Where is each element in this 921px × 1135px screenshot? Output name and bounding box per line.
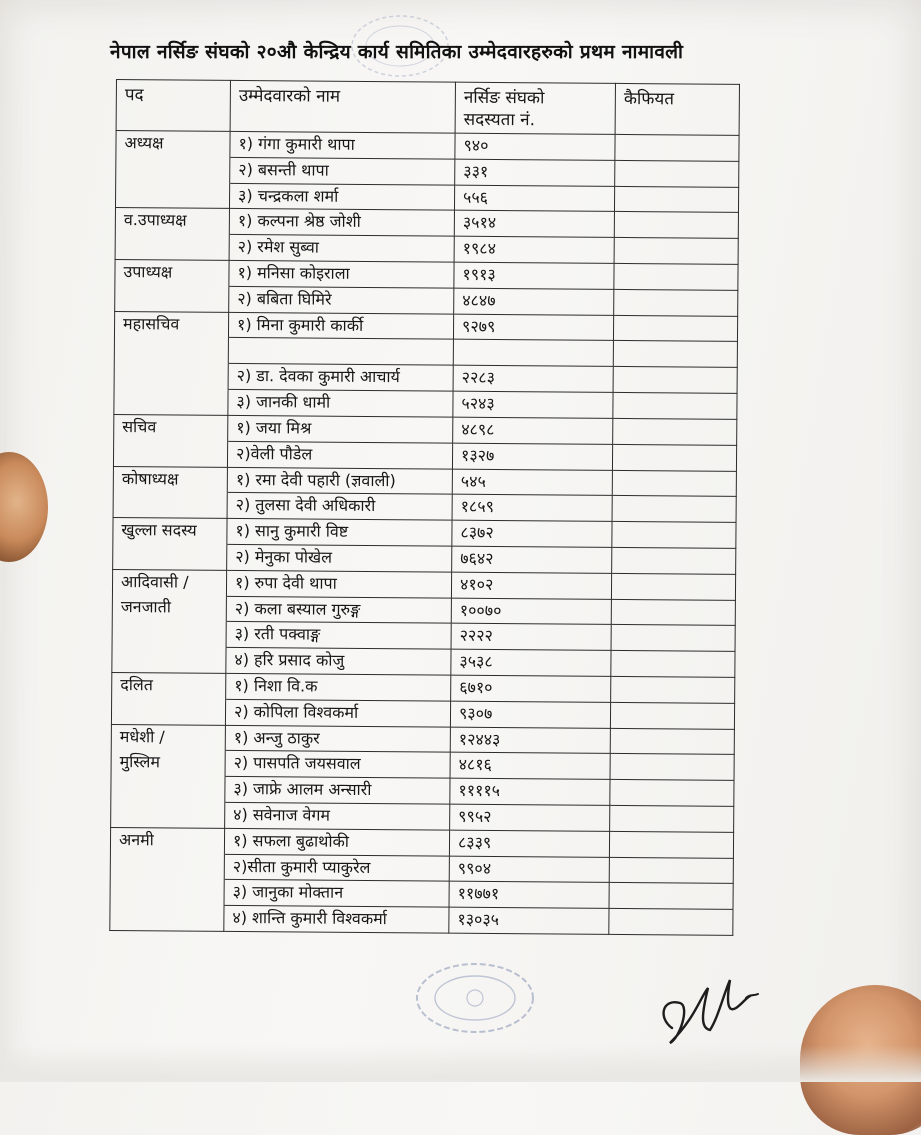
candidate-name: २)वेली पौडेल <box>227 441 452 469</box>
position-cell-empty <box>115 285 229 312</box>
candidate-name: ४) हरि प्रसाद कोजु <box>226 648 451 676</box>
remarks-cell <box>612 470 736 497</box>
remarks-cell <box>612 547 736 574</box>
remarks-cell <box>609 857 733 884</box>
membership-number: ४८४७ <box>454 288 614 315</box>
candidate-name: १) रमा देवी पहारी (ज्ञवाली) <box>227 467 452 495</box>
position-cell-empty <box>110 905 224 932</box>
remarks-cell <box>614 238 738 265</box>
candidate-name: २) तुलसा देवी अधिकारी <box>227 493 452 521</box>
candidate-name: २) बबिता घिमिरे <box>229 286 454 314</box>
header-candidate-name: उम्मेदवारको नाम <box>230 80 455 133</box>
position-cell-empty <box>113 543 227 570</box>
candidate-name: १) रुपा देवी थापा <box>226 570 451 598</box>
remarks-cell <box>610 754 734 781</box>
remarks-cell <box>609 831 733 858</box>
position-unlisted: अनमी <box>110 827 224 854</box>
candidate-name: ४) शान्ति कुमारी विश्वकर्मा <box>224 905 449 933</box>
membership-number: २२८३ <box>453 366 613 393</box>
candidate-name-empty <box>228 338 453 366</box>
remarks-cell <box>611 676 735 703</box>
candidate-name: २) रमेश सुब्वा <box>229 235 454 263</box>
remarks-cell <box>615 134 739 161</box>
candidate-name: १) मनिसा कोइराला <box>229 260 454 288</box>
remarks-cell <box>611 599 735 626</box>
position-cell-empty <box>110 853 224 880</box>
candidate-name: २) कला बस्याल गुरुङ्ग <box>226 596 451 624</box>
paper-bottom-shadow <box>0 1045 921 1082</box>
membership-number: १००७० <box>451 598 611 625</box>
remarks-cell <box>613 315 737 342</box>
position-cell-empty <box>112 647 226 674</box>
position-cell-empty <box>110 879 224 906</box>
remarks-cell <box>613 418 737 445</box>
candidate-name: ३) रती पक्वाङ्ग <box>226 622 451 650</box>
remarks-cell <box>610 780 734 807</box>
membership-number: १९१३ <box>454 262 614 289</box>
position-cell-empty <box>113 440 227 467</box>
organization-seal <box>410 958 540 1038</box>
candidate-name: २) डा. देवका कुमारी आचार्य <box>228 364 453 392</box>
remarks-cell <box>614 212 738 239</box>
table-header-row <box>116 80 739 136</box>
candidate-name: १) गंगा कुमारी थापा <box>230 131 455 159</box>
remarks-cell <box>611 573 735 600</box>
membership-number: ४१०२ <box>451 572 611 599</box>
membership-number: १३२७ <box>452 443 612 470</box>
remarks-cell <box>609 883 733 910</box>
position-vice-president: उपाध्यक्ष <box>115 259 229 286</box>
position-cell-empty <box>114 389 228 416</box>
membership-number: ८३३९ <box>449 830 609 857</box>
membership-number: ५५६ <box>454 185 614 212</box>
membership-number: ५४५ <box>452 469 612 496</box>
membership-number: १३०३५ <box>449 907 609 934</box>
candidate-name: ३) जानकी धामी <box>228 390 453 418</box>
header-membership-line1: नर्सिङ संघको <box>463 87 545 109</box>
signature <box>650 958 770 1058</box>
membership-number: ४८१६ <box>450 752 610 779</box>
membership-number: ९४० <box>455 133 615 160</box>
remarks-cell <box>610 805 734 832</box>
position-cell-empty <box>113 492 227 519</box>
header-membership-number <box>455 82 615 134</box>
header-position: पद <box>116 80 230 132</box>
candidate-table <box>109 79 740 936</box>
membership-number: २२२२ <box>451 623 611 650</box>
position-cell-empty <box>114 363 228 390</box>
header-remarks: कैफियत <box>615 83 739 135</box>
remarks-cell <box>612 444 736 471</box>
candidate-name: १) कल्पना श्रेष्ठ जोशी <box>229 209 454 237</box>
remarks-cell <box>613 341 737 368</box>
position-open-member: खुल्ला सदस्य <box>113 518 227 545</box>
candidate-name: ३) जाफ्रे आलम अन्सारी <box>225 777 450 805</box>
remarks-cell <box>612 496 736 523</box>
membership-number: ५२४३ <box>453 391 613 418</box>
position-cell-empty <box>115 234 229 261</box>
membership-number: ३५१४ <box>454 211 614 238</box>
document-title: नेपाल नर्सिङ संघको २०औ केन्द्रिय कार्य समितिका उम्मेदवारहरुको प्रथम नामावली <box>110 41 684 63</box>
membership-number: ४८९८ <box>453 417 613 444</box>
candidate-name: २) बसन्ती थापा <box>230 157 455 185</box>
candidate-name: ३) चन्द्रकला शर्मा <box>229 183 454 211</box>
membership-number: ९९०४ <box>449 856 609 883</box>
remarks-cell <box>613 393 737 420</box>
candidate-name: २) कोपिला विश्वकर्मा <box>225 699 450 727</box>
position-president: अध्यक्ष <box>116 131 230 158</box>
membership-number: १२४४३ <box>450 727 610 754</box>
position-cell-empty <box>111 801 225 828</box>
position-senior-vice-president: व.उपाध्यक्ष <box>115 208 229 235</box>
membership-number: १९८४ <box>454 236 614 263</box>
remarks-cell <box>614 263 738 290</box>
position-cell-empty <box>111 776 225 803</box>
candidate-name: १) मिना कुमारी कार्की <box>228 312 453 340</box>
candidate-name: १) सफला बुढाथोकी <box>224 828 449 856</box>
finger-thumb-left <box>0 452 48 562</box>
candidate-name: ४) सवेनाज वेगम <box>225 802 450 830</box>
position-madhesi-line2: मुस्लिम <box>111 750 225 777</box>
candidate-name: ३) जानुका मोक्तान <box>224 880 449 908</box>
table-row <box>110 905 733 936</box>
candidate-name: १) निशा वि.क <box>226 673 451 701</box>
membership-number: ६७१० <box>451 675 611 702</box>
position-madhesi: मधेशी / <box>111 724 225 751</box>
membership-number: ८३७२ <box>452 520 612 547</box>
candidate-name: १) अन्जु ठाकुर <box>225 725 450 753</box>
membership-number: ३३१ <box>455 159 615 186</box>
remarks-cell <box>614 289 738 316</box>
position-cell-empty <box>114 337 228 364</box>
position-cell-empty <box>112 621 226 648</box>
position-cell-empty <box>115 182 229 209</box>
position-secretary: सचिव <box>114 414 228 441</box>
candidate-name: २)सीता कुमारी प्याकुरेल <box>224 854 449 882</box>
remarks-cell <box>615 160 739 187</box>
membership-number: ९२७९ <box>453 314 613 341</box>
membership-number: १८५९ <box>452 495 612 522</box>
candidate-name: २) मेनुका पोखेल <box>227 544 452 572</box>
remarks-cell <box>614 186 738 213</box>
candidate-name: २) पासपति जयसवाल <box>225 751 450 779</box>
position-cell-empty <box>111 698 225 725</box>
remarks-cell <box>611 651 735 678</box>
membership-number: ९९५२ <box>450 804 610 831</box>
remarks-cell <box>611 625 735 652</box>
membership-number: ११७७१ <box>449 881 609 908</box>
membership-number: ९३०७ <box>450 701 610 728</box>
remarks-cell <box>612 522 736 549</box>
header-membership-line2: सदस्यता नं. <box>463 109 536 131</box>
membership-number: ३५३८ <box>451 649 611 676</box>
position-indigenous: आदिवासी / <box>112 569 226 596</box>
candidate-name: १) जया मिश्र <box>228 415 453 443</box>
remarks-cell <box>613 367 737 394</box>
position-general-secretary: महासचिव <box>114 311 228 338</box>
position-cell-empty <box>116 156 230 183</box>
position-indigenous-line2: जनजाती <box>112 595 226 622</box>
remarks-cell <box>610 728 734 755</box>
remarks-cell <box>609 909 733 936</box>
candidate-name: १) सानु कुमारी विष्ट <box>227 519 452 547</box>
membership-number: ७६४२ <box>452 546 612 573</box>
remarks-cell <box>610 702 734 729</box>
position-treasurer: कोषाध्यक्ष <box>113 466 227 493</box>
membership-number-empty <box>453 340 613 367</box>
position-dalit: दलित <box>112 672 226 699</box>
membership-number: ११११५ <box>450 778 610 805</box>
